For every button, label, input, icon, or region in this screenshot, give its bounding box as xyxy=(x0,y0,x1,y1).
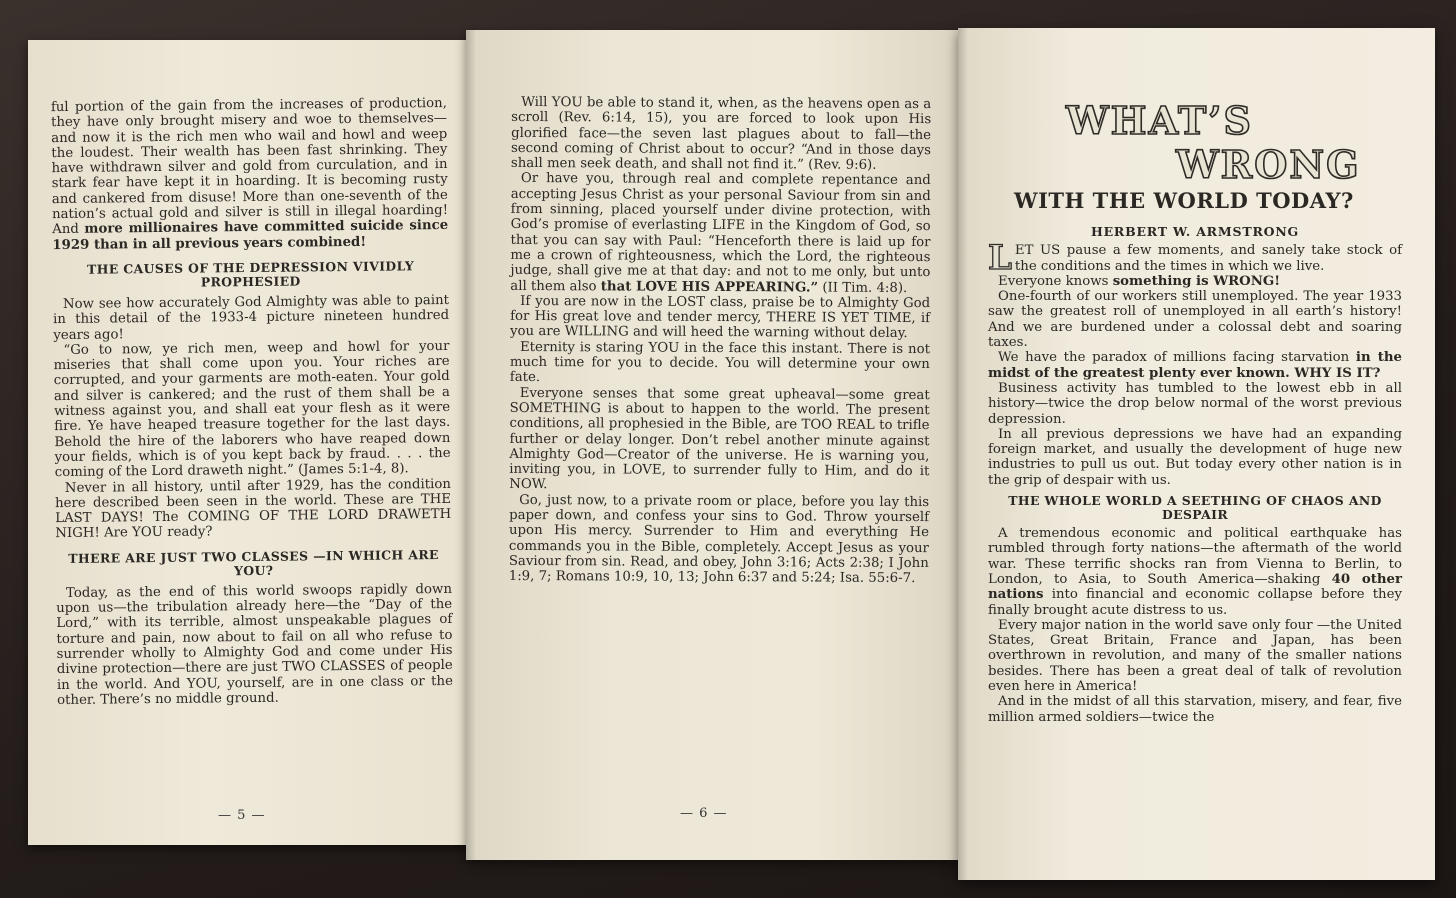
page-5-folio: — 5 — xyxy=(218,808,266,823)
page-6-paragraph: Will YOU be able to stand it, when, as the heavens open as a scroll (Rev. 6:14, 15), you are forced to look upon His glorified face—the seven last plagues about to fall—the second coming of Christ about to occur? “And in those days shall men seek death, and shall not find it.” (Rev. 9:6). xyxy=(510,94,932,174)
page-5-paragraph: Today, as the end of this world swoops rapidly down upon us—the tribulation already here—the “Day of the Lord,” with its terrible, almost unspeakable plagues of torture and pain, now about to fail on all who refuse to surrender wholly to Almighty God and come under His divine protection—there are just TWO CLASSES of people in the world. And YOU, yourself, are in one class or the other. There’s no middle ground. xyxy=(56,581,454,708)
page-7-paragraph: In all previous depressions we have had an expanding foreign market, and usually the development of huge new industries to pull us out. But today every other nation is in the grip of despair with us. xyxy=(988,426,1402,488)
subtitle-with-the-world-today: WITH THE WORLD TODAY? xyxy=(1014,188,1354,213)
page-6-paragraph: Or have you, through real and complete repentance and accepting Jesus Christ as your personal Saviour from sin and from sinning, placed yourself under divine protection, with God’s promise of everlasting LIFE in the Kingdom of God, so that you can say with Paul: “Henceforth there is laid up for me a crown of righteousness, which the Lord, the righteous judge, shall give me at that day: and not to me only, but unto all them also that LOVE HIS APPEARING.” (II Tim. 4:8). xyxy=(510,171,931,296)
page-5-heading-two-classes: THERE ARE JUST TWO CLASSES —IN WHICH ARE YOU? xyxy=(68,546,439,578)
pamphlet-page-5 xyxy=(28,40,478,845)
page-5-paragraph: “Go to now, ye rich men, weep and howl for your miseries that shall come upon you. Your riches are corrupted, and your garments are moth-eaten. Your gold and silver is cankered; and the rust of them shall be a witness against you, and shall eat your flesh as it were fire. Ye have heaped treasure together for the last days. Behold the hire of the laborers who have reaped down your fields, which is of you kept back by fraud. . . . the coming of the Lord draweth night.” (James 5:1-4, 8). xyxy=(53,338,451,481)
page-7-text-column xyxy=(988,220,1402,725)
page-6-paragraph: Go, just now, to a private room or place, before you lay this paper down, and confess your sins to God. Throw yourself upon His mercy. Surrender to Him and everything He commands you in the Bible, completely. Accept Jesus as your Saviour from sin. Read, and obey, John 3:16; Acts 2:38; I John 1:9, 7; Romans 10:9, 10, 13; John 6:37 and 5:24; Isa. 55:6-7. xyxy=(508,492,930,587)
page-6-fold-crease xyxy=(466,30,476,860)
page-5-heading-causes: THE CAUSES OF THE DEPRESSION VIVIDLY PROPHESIED xyxy=(86,258,415,290)
opening-paragraph: LET US pause a few moments, and sanely take stock of the conditions and the times in which we live. xyxy=(988,238,1402,279)
page-7-paragraph: We have the paradox of millions facing starvation in the midst of the greatest plenty ever known. WHY IS IT? xyxy=(988,350,1402,381)
page-5-paragraph: ful portion of the gain from the increases of production, they have only brought misery and woe to themselves—and now it is the rich men who wail and howl and weep the loudest. Their wealth has been fast shrinking. They have withdrawn silver and gold from curculation, and in stark fear have kept it in hoarding. It is becoming rusty and cankered from disuse! More than one-seventh of the nation’s actual gold and silver is still in illegal hoarding! And more millionaires have committed suicide since 1929 than in all previous years combined! xyxy=(50,95,449,253)
page-6-paragraph: Everyone senses that some great upheaval—some great SOMETHING is about to happen to the world. The present conditions, all prophesied in the Bible, are TOO REAL to trifle further or delay longer. Don’t rebel another minute against Almighty God—Creator of the universe. He is warning you, inviting you, in LOVE, to surrender fully to Him, and do it NOW. xyxy=(509,385,930,493)
page-7-paragraph: And in the midst of all this starvation, misery, and fear, five million armed soldiers—twice the xyxy=(988,694,1402,725)
page-7-paragraph: A tremendous economic and political earthquake has rumbled through forty nations—the aftermath of the world war. These terrific shocks ran from Vienna to Berlin, to London, to Asia, to South America—shaking 40 other nations into financial and economic collapse before they finally brought acute distress to us. xyxy=(988,526,1403,618)
page-7-paragraph: One-fourth of our workers still unemployed. The year 1933 saw the greatest roll of unemployed in all earth’s history! And we are burdened under a colossal debt and soaring taxes. xyxy=(988,289,1402,351)
page-5-paragraph: Never in all history, until after 1929, has the condition here described been seen in the world. These are THE LAST DAYS! The COMING OF THE LORD DRAWETH NIGH! Are YOU ready? xyxy=(54,476,452,542)
page-6-folio: — 6 — xyxy=(680,806,728,821)
page-5-paragraph: Now see how accurately God Almighty was able to paint in this detail of the 1933-4 picture nineteen hundred years ago! xyxy=(53,292,450,343)
title-wrong: WRONG xyxy=(1176,142,1361,187)
page-6-paragraph: Eternity is staring YOU in the face this instant. There is not much time for you to decide. You will determine your own fate. xyxy=(509,339,930,386)
page-7-fold-crease xyxy=(958,28,968,880)
page-5-text-column xyxy=(51,96,453,708)
pamphlet-page-6 xyxy=(466,30,962,860)
drop-cap-letter: L xyxy=(988,238,1012,279)
page-6-text-column xyxy=(509,95,932,587)
pamphlet-page-cover xyxy=(958,28,1435,880)
page-7-paragraph: Everyone knows something is WRONG! xyxy=(998,273,1281,289)
page-7-paragraph: Every major nation in the world save only four —the United States, Great Britain, France and Japan, has been overthrown in revolution, and many of the smaller nations besides. There has been a great deal of talk of revolution even here in America! xyxy=(988,617,1402,695)
author-byline: HERBERT W. ARMSTRONG xyxy=(1090,224,1300,239)
page-6-paragraph: If you are now in the LOST class, praise be to Almighty God for His great love and tender mercy, THERE IS YET TIME, if you are WILLING and will heed the warning without delay. xyxy=(510,293,931,342)
page-7-heading-chaos: THE WHOLE WORLD A SEETHING OF CHAOS AND DESPAIR xyxy=(1008,493,1382,523)
page-7-paragraph: Business activity has tumbled to the lowest ebb in all history—twice the drop below normal of the worst previous depression. xyxy=(988,380,1402,427)
title-whats: WHAT’S xyxy=(1066,98,1253,143)
